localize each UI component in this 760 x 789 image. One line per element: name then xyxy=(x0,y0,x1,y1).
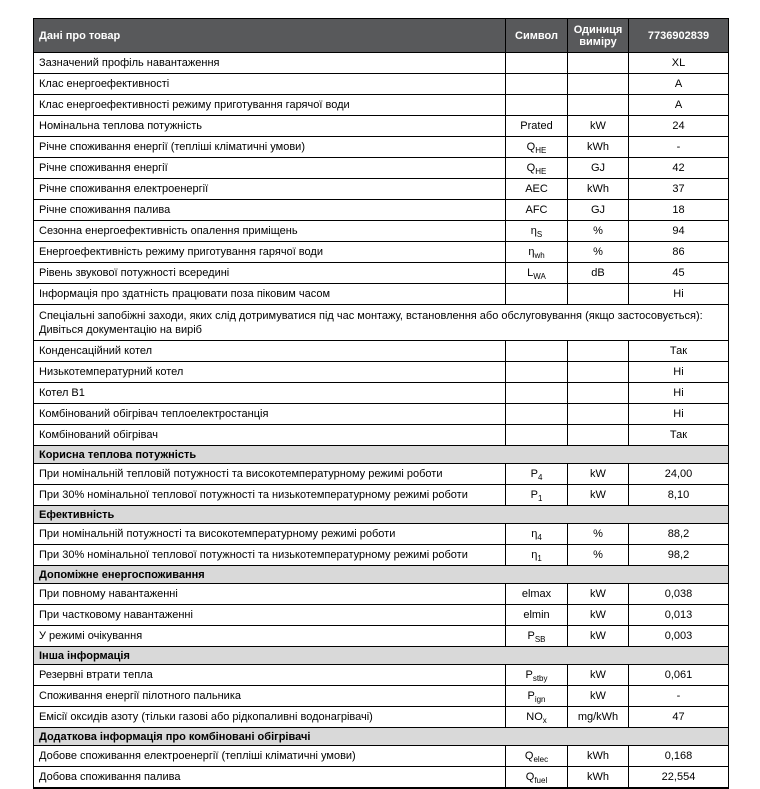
table-row xyxy=(34,584,729,605)
section-row xyxy=(34,647,729,665)
symbol-cell: $\eta_S$ xyxy=(506,221,568,242)
product-label-cell: Конденсаційний котел xyxy=(34,341,506,362)
table-row xyxy=(34,686,729,707)
unit-cell xyxy=(568,362,629,383)
unit-cell xyxy=(568,74,629,95)
product-label-cell: Рівень звукової потужності всередині xyxy=(34,263,506,284)
value-cell: 24 xyxy=(629,116,729,137)
product-label-cell: Комбінований обігрівач теплоелектростанція xyxy=(34,404,506,425)
section-label: Інша інформація xyxy=(34,647,729,665)
table-row xyxy=(34,383,729,404)
unit-cell: % xyxy=(568,545,629,566)
section-row xyxy=(34,446,729,464)
unit-cell: dB xyxy=(568,263,629,284)
product-label-cell: При 30% номінальної теплової потужності та низькотемпературному режимі роботи xyxy=(34,545,506,566)
header-unit: Одиниця виміру xyxy=(568,19,629,53)
unit-cell: % xyxy=(568,242,629,263)
value-cell: 0,061 xyxy=(629,665,729,686)
unit-cell: % xyxy=(568,524,629,545)
unit-cell: kW xyxy=(568,584,629,605)
value-cell: 88,2 xyxy=(629,524,729,545)
section-label: Допоміжне енергоспоживання xyxy=(34,566,729,584)
product-label-cell: Добова споживання палива xyxy=(34,767,506,789)
table-row xyxy=(34,74,729,95)
unit-cell xyxy=(568,404,629,425)
symbol-cell xyxy=(506,95,568,116)
value-cell: 37 xyxy=(629,179,729,200)
section-label: Ефективність xyxy=(34,506,729,524)
table-row xyxy=(34,464,729,485)
value-cell: 42 xyxy=(629,158,729,179)
value-cell: 94 xyxy=(629,221,729,242)
unit-cell xyxy=(568,53,629,74)
unit-cell: kW xyxy=(568,116,629,137)
product-data-sheet xyxy=(33,18,728,789)
table-row xyxy=(34,485,729,506)
product-label-cell: Клас енергоефективності режиму приготування гарячої води xyxy=(34,95,506,116)
unit-cell xyxy=(568,341,629,362)
table-row xyxy=(34,545,729,566)
product-label-cell: Річне споживання енергії (тепліші кліматичні умови) xyxy=(34,137,506,158)
product-label-cell: Клас енергоефективності xyxy=(34,74,506,95)
symbol-cell xyxy=(506,383,568,404)
symbol-cell: $P_{ign}$ xyxy=(506,686,568,707)
symbol-cell: $Q_{HE}$ xyxy=(506,137,568,158)
product-label-cell: Котел B1 xyxy=(34,383,506,404)
value-cell: 24,00 xyxy=(629,464,729,485)
unit-cell: kW xyxy=(568,626,629,647)
product-label-cell: Споживання енергії пілотного пальника xyxy=(34,686,506,707)
symbol-cell: $\eta_1$ xyxy=(506,545,568,566)
value-cell: 18 xyxy=(629,200,729,221)
value-cell: Так xyxy=(629,425,729,446)
unit-cell xyxy=(568,284,629,305)
table-row xyxy=(34,53,729,74)
unit-cell: kW xyxy=(568,485,629,506)
table-row xyxy=(34,362,729,383)
value-cell: 22,554 xyxy=(629,767,729,789)
product-label-cell: Річне споживання палива xyxy=(34,200,506,221)
unit-cell: mg/kWh xyxy=(568,707,629,728)
table-row xyxy=(34,767,729,789)
table-row xyxy=(34,221,729,242)
product-label-cell: При частковому навантаженні xyxy=(34,605,506,626)
table-row xyxy=(34,626,729,647)
table-row xyxy=(34,605,729,626)
header-row xyxy=(34,19,729,53)
table-row xyxy=(34,179,729,200)
product-label-cell: При повному навантаженні xyxy=(34,584,506,605)
symbol-cell: $Q_{HE}$ xyxy=(506,158,568,179)
symbol-cell xyxy=(506,53,568,74)
product-data-table xyxy=(33,18,729,789)
table-row xyxy=(34,200,729,221)
symbol-cell xyxy=(506,341,568,362)
unit-cell: kWh xyxy=(568,746,629,767)
product-label-cell: При 30% номінальної теплової потужності та низькотемпературному режимі роботи xyxy=(34,485,506,506)
symbol-cell: elmax xyxy=(506,584,568,605)
section-row xyxy=(34,566,729,584)
value-cell: A xyxy=(629,74,729,95)
symbol-cell xyxy=(506,425,568,446)
section-row xyxy=(34,728,729,746)
symbol-cell: Prated xyxy=(506,116,568,137)
unit-cell: kWh xyxy=(568,767,629,789)
value-cell: 0,168 xyxy=(629,746,729,767)
value-cell: Ні xyxy=(629,362,729,383)
note-label: Спеціальні запобіжні заходи, яких слід дотримуватися під час монтажу, встановлення або обслуговування (якщо застосовується): Дивіться документацію на виріб xyxy=(34,305,729,341)
table-body xyxy=(34,53,729,789)
symbol-cell: AFC xyxy=(506,200,568,221)
table-row xyxy=(34,341,729,362)
unit-cell: GJ xyxy=(568,158,629,179)
product-label-cell: Низькотемпературний котел xyxy=(34,362,506,383)
unit-cell xyxy=(568,95,629,116)
product-label-cell: Комбінований обігрівач xyxy=(34,425,506,446)
product-label-cell: Енергоефективність режиму приготування гарячої води xyxy=(34,242,506,263)
symbol-cell: $Q_{elec}$ xyxy=(506,746,568,767)
table-row xyxy=(34,425,729,446)
table-row xyxy=(34,707,729,728)
value-cell: - xyxy=(629,686,729,707)
value-cell: 0,038 xyxy=(629,584,729,605)
symbol-cell: $NO_x$ xyxy=(506,707,568,728)
table-row xyxy=(34,284,729,305)
table-row xyxy=(34,242,729,263)
product-label-cell: Річне споживання електроенергії xyxy=(34,179,506,200)
symbol-cell: $\eta_{wh}$ xyxy=(506,242,568,263)
product-label-cell: При номінальній тепловій потужності та високотемпературному режимі роботи xyxy=(34,464,506,485)
unit-cell: % xyxy=(568,221,629,242)
product-label-cell: Зазначений профіль навантаження xyxy=(34,53,506,74)
symbol-cell: $P_{SB}$ xyxy=(506,626,568,647)
section-label: Корисна теплова потужність xyxy=(34,446,729,464)
symbol-cell: $P_4$ xyxy=(506,464,568,485)
value-cell: 45 xyxy=(629,263,729,284)
value-cell: Ні xyxy=(629,284,729,305)
table-row xyxy=(34,263,729,284)
header-product-data: Дані про товар xyxy=(34,19,506,53)
unit-cell xyxy=(568,425,629,446)
value-cell: 0,003 xyxy=(629,626,729,647)
value-cell: Ні xyxy=(629,404,729,425)
unit-cell: kW xyxy=(568,665,629,686)
product-label-cell: Інформація про здатність працювати поза піковим часом xyxy=(34,284,506,305)
symbol-cell xyxy=(506,404,568,425)
table-row xyxy=(34,95,729,116)
symbol-cell: $P_{stby}$ xyxy=(506,665,568,686)
symbol-cell: $Q_{fuel}$ xyxy=(506,767,568,789)
value-cell: Ні xyxy=(629,383,729,404)
product-label-cell: Річне споживання енергії xyxy=(34,158,506,179)
table-row xyxy=(34,404,729,425)
unit-cell: kW xyxy=(568,605,629,626)
table-row xyxy=(34,665,729,686)
value-cell: 0,013 xyxy=(629,605,729,626)
table-row xyxy=(34,524,729,545)
value-cell: A xyxy=(629,95,729,116)
product-label-cell: Емісії оксидів азоту (тільки газові або рідкопаливні водонагрівачі) xyxy=(34,707,506,728)
product-label-cell: Добове споживання електроенергії (тепліші кліматичні умови) xyxy=(34,746,506,767)
product-label-cell: Сезонна енергоефективність опалення приміщень xyxy=(34,221,506,242)
value-cell: 86 xyxy=(629,242,729,263)
unit-cell: kW xyxy=(568,464,629,485)
symbol-cell xyxy=(506,284,568,305)
product-label-cell: Резервні втрати тепла xyxy=(34,665,506,686)
unit-cell: GJ xyxy=(568,200,629,221)
value-cell: - xyxy=(629,137,729,158)
section-label: Додаткова інформація про комбіновані обігрівачі xyxy=(34,728,729,746)
section-row xyxy=(34,506,729,524)
unit-cell: kWh xyxy=(568,179,629,200)
symbol-cell: $P_1$ xyxy=(506,485,568,506)
symbol-cell xyxy=(506,362,568,383)
product-label-cell: Номінальна теплова потужність xyxy=(34,116,506,137)
note-row xyxy=(34,305,729,341)
value-cell: 47 xyxy=(629,707,729,728)
product-label-cell: У режимі очікування xyxy=(34,626,506,647)
unit-cell: kW xyxy=(568,686,629,707)
table-row xyxy=(34,158,729,179)
table-row xyxy=(34,116,729,137)
unit-cell xyxy=(568,383,629,404)
symbol-cell: elmin xyxy=(506,605,568,626)
symbol-cell: AEC xyxy=(506,179,568,200)
table-row xyxy=(34,137,729,158)
table-row xyxy=(34,746,729,767)
product-label-cell: При номінальній потужності та високотемпературному режимі роботи xyxy=(34,524,506,545)
value-cell: Так xyxy=(629,341,729,362)
unit-cell: kWh xyxy=(568,137,629,158)
value-cell: 98,2 xyxy=(629,545,729,566)
header-product-number: 7736902839 xyxy=(629,19,729,53)
value-cell: XL xyxy=(629,53,729,74)
header-symbol: Символ xyxy=(506,19,568,53)
value-cell: 8,10 xyxy=(629,485,729,506)
symbol-cell: $\eta_4$ xyxy=(506,524,568,545)
symbol-cell: $L_{WA}$ xyxy=(506,263,568,284)
symbol-cell xyxy=(506,74,568,95)
